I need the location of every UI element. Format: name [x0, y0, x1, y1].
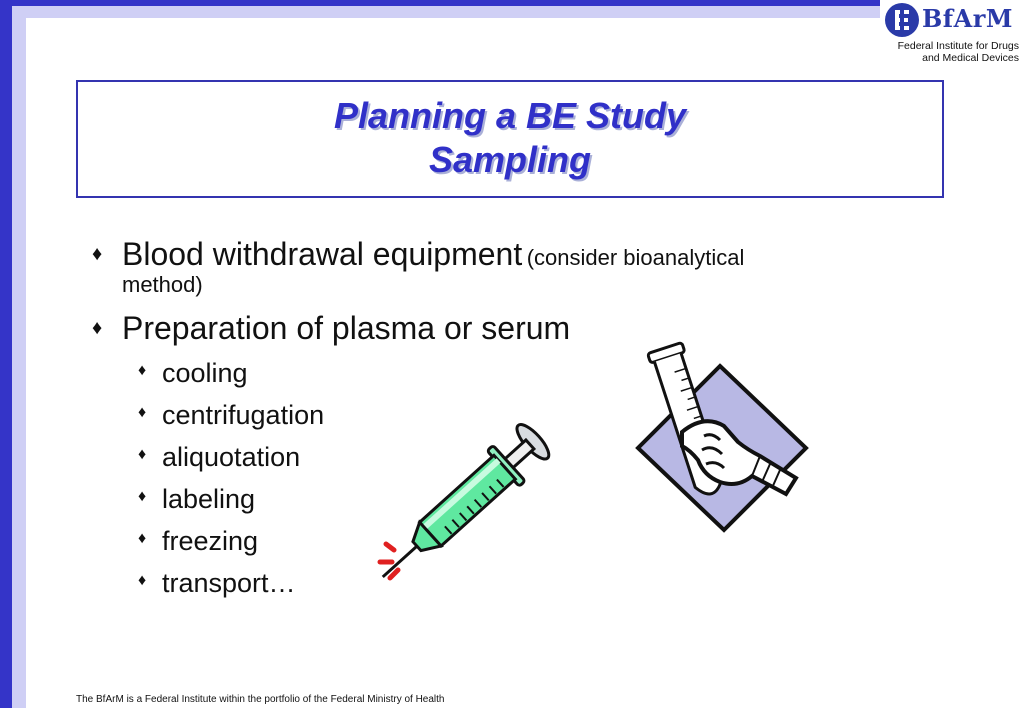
diamond-bullet-icon: ♦: [138, 530, 147, 547]
bfarm-emblem-icon: [884, 2, 920, 38]
diamond-bullet-icon: ♦: [138, 446, 147, 463]
bullet-note-cont: method): [122, 272, 203, 297]
sub-item-text: labeling: [162, 484, 256, 514]
logo-subtitle: [869, 40, 1019, 64]
left-frame-inner: [12, 18, 26, 708]
bullet-note: (consider bioanalytical: [526, 245, 745, 270]
sub-item-text: centrifugation: [162, 400, 325, 430]
diamond-bullet-icon: ♦: [138, 488, 147, 505]
sub-item-text: transport…: [162, 568, 296, 598]
sub-item-text: freezing: [162, 526, 259, 556]
title-line-1: Planning a BE Study: [333, 95, 687, 136]
left-frame-bar: [0, 0, 12, 708]
diamond-bullet-icon: ♦: [92, 317, 103, 339]
logo-subtitle-line1: Federal Institute for Drugs: [897, 40, 1019, 52]
bullet-text: Preparation of plasma or serum: [122, 310, 571, 346]
diamond-bullet-icon: ♦: [138, 362, 147, 379]
logo-subtitle-line2: and Medical Devices: [922, 52, 1019, 64]
bfarm-logo: [880, 0, 1023, 66]
footer-text: The BfArM is a Federal Institute within the portfolio of the Federal Ministry of Health: [76, 694, 445, 705]
title-line-2: Sampling: [428, 139, 592, 180]
sub-item-text: aliquotation: [162, 442, 301, 472]
test-tube-hand-icon: [620, 336, 814, 536]
diamond-bullet-icon: ♦: [138, 404, 147, 421]
top-frame-inner: [12, 6, 880, 18]
bullet-text: Blood withdrawal equipment: [122, 236, 523, 272]
bullet-item-equipment: [92, 236, 872, 298]
diamond-bullet-icon: ♦: [92, 243, 103, 265]
logo-text: BfArM: [922, 4, 1013, 33]
title-box: [76, 80, 944, 198]
diamond-bullet-icon: ♦: [138, 572, 147, 589]
sub-item-text: cooling: [162, 358, 248, 388]
syringe-icon: [372, 404, 560, 600]
